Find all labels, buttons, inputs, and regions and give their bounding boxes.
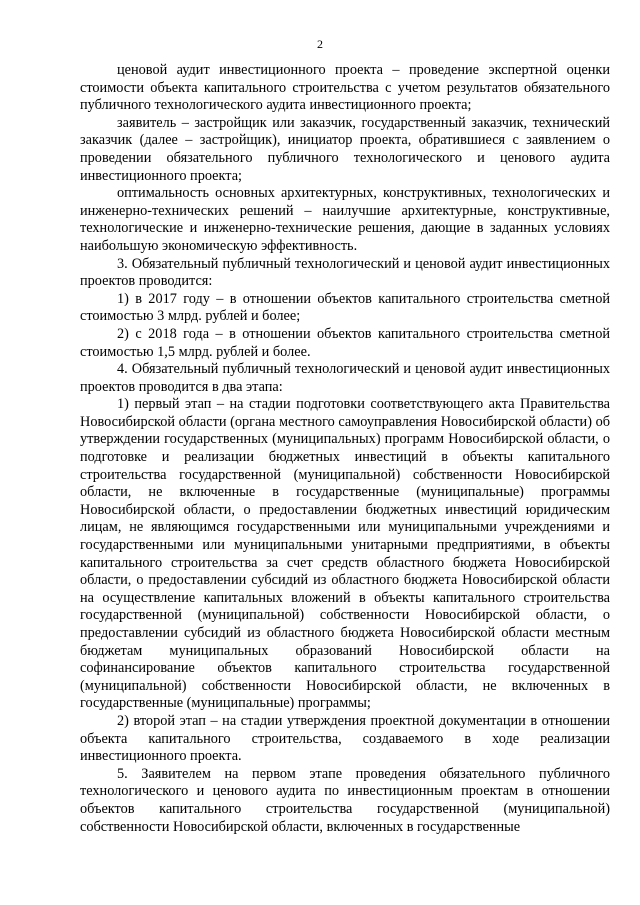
page-number: 2	[317, 37, 323, 51]
paragraph-item-5: 5. Заявителем на первом этапе проведения обязательного публичного технологического и ценового аудита по инвестиционным проектам в отношении объектов капитального строительства государственной (муниципальной) собственности Новосибирской области, включенных в государственные	[80, 765, 610, 835]
paragraph-item-4-2: 2) второй этап – на стадии утверждения проектной документации в отношении объекта капитального строительства, создаваемого в ходе реализации инвестиционного проекта.	[80, 712, 610, 765]
paragraph-optimality-definition: оптимальность основных архитектурных, конструктивных, технологических и инженерно-технических решений – наилучшие архитектурные, конструктивные, технологические и инженерно-технические решения, дающие в заданных условиях наибольшую экономическую эффективность.	[80, 185, 610, 254]
paragraph-item-3-2: 2) с 2018 года – в отношении объектов капитального строительства сметной стоимостью 1,5 млрд. рублей и более.	[80, 325, 610, 360]
paragraph-price-audit-definition: ценовой аудит инвестиционного проекта – проведение экспертной оценки стоимости объекта капитального строительства с учетом результатов обязательного публичного технологического аудита инвестиционного проекта;	[80, 62, 610, 114]
paragraph-item-3-1: 1) в 2017 году – в отношении объектов капитального строительства сметной стоимостью 3 млрд. рублей и более;	[80, 290, 610, 325]
paragraph-item-4-1: 1) первый этап – на стадии подготовки соответствующего акта Правительства Новосибирской области (органа местного самоуправления Новосибирской области) об утверждении государственных (муниципальных) программ Новосибирской области, о подготовке и реализации бюджетных инвестиций в объекты капитального строительства государственной (муниципальной) собственности Новосибирской области, не включенные в государственные (муниципальные) программы Новосибирской области, о предоставлении бюджетных инвестиций юридическим лицам, не являющимся государственными или муниципальными учреждениями и государственными или муниципальными унитарными предприятиями, в объекты капитального строительства за счет средств областного бюджета Новосибирской области, о предоставлении субсидий из областного бюджета Новосибирской области на осуществление капитальных вложений в объекты капитального строительства государственной (муниципальной) собственности Новосибирской области, о предоставлении субсидий из областного бюджета Новосибирской области местным бюджетам муниципальных образований Новосибирской области на софинансирование объектов капитального строительства государственной (муниципальной) собственности Новосибирской области, не включенных в государственные (муниципальные) программы;	[80, 396, 610, 712]
document-body	[80, 62, 610, 836]
paragraph-item-4: 4. Обязательный публичный технологический и ценовой аудит инвестиционных проектов проводится в два этапа:	[80, 361, 610, 395]
paragraph-applicant-definition: заявитель – застройщик или заказчик, государственный заказчик, технический заказчик (далее – застройщик), инициатор проекта, обратившиеся с заявлением о проведении обязательного публичного технологического и ценового аудита инвестиционного проекта;	[80, 114, 610, 184]
paragraph-item-3: 3. Обязательный публичный технологический и ценовой аудит инвестиционных проектов проводится:	[80, 255, 610, 290]
